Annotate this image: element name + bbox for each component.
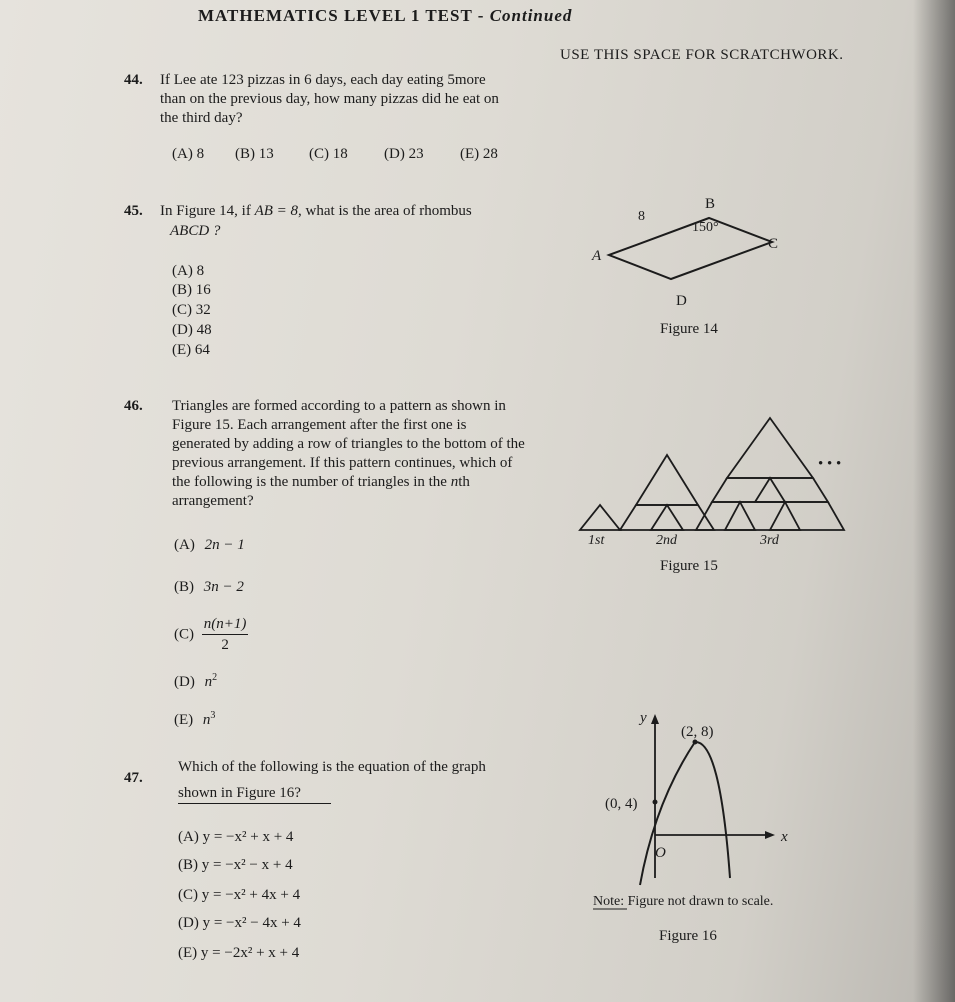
q46-line5-a: the following is the number of triangles in the — [172, 474, 447, 490]
q44-choice-e[interactable]: (E) 28 — [460, 146, 498, 162]
rhombus-label-c: C — [768, 236, 779, 252]
origin-label: O — [655, 845, 666, 861]
q46-choice-d-exp: 2 — [212, 672, 218, 683]
figure-15-label-3rd: 3rd — [760, 533, 779, 548]
x-axis-arrow-icon — [765, 831, 775, 839]
q47-line2: shown in Figure 16? — [178, 784, 331, 804]
vertex-label: (2, 8) — [681, 724, 714, 740]
figure-15-label-2nd: 2nd — [656, 533, 677, 548]
q46-choice-e-label: (E) — [174, 712, 194, 728]
x-axis-label: x — [781, 829, 788, 845]
q46-line6: arrangement? — [172, 493, 254, 509]
intercept-label: (0, 4) — [605, 796, 638, 812]
q46-line1: Triangles are formed according to a pattern as shown in — [172, 398, 506, 414]
q46-choice-c-label: (C) — [174, 626, 194, 643]
q46-choice-c-fraction — [202, 614, 249, 655]
q46-choice-d-label: (D) — [174, 674, 195, 690]
q45-number: 45. — [124, 203, 143, 219]
q46-line5-b: th — [458, 474, 470, 490]
q44-choice-b[interactable]: (B) 13 — [235, 146, 274, 162]
figure-15-label-1st: 1st — [588, 533, 605, 548]
q46-choice-b[interactable] — [174, 578, 244, 597]
figure-14-rhombus — [580, 180, 800, 360]
page-header: MATHEMATICS LEVEL 1 TEST - Continued — [198, 6, 573, 25]
q44-choice-d[interactable]: (D) 23 — [384, 146, 424, 162]
q46-choice-d[interactable] — [174, 668, 217, 692]
triangle-3rd — [696, 418, 844, 530]
parabola-curve — [640, 742, 730, 885]
q46-choice-c[interactable] — [174, 614, 248, 655]
q45-choice-a[interactable]: (A) 8 — [172, 263, 205, 279]
q45-choice-c[interactable]: (C) 32 — [172, 302, 211, 318]
y-axis-label: y — [640, 710, 647, 726]
q47-number: 47. — [124, 770, 143, 786]
q47-choice-a[interactable]: (A) y = −x² + x + 4 — [178, 829, 294, 845]
q46-choice-b-label: (B) — [174, 579, 194, 595]
figure-16-caption: Figure 16 — [659, 928, 717, 944]
q47-choice-e[interactable]: (E) y = −2x² + x + 4 — [178, 945, 300, 961]
intercept-point — [653, 800, 658, 805]
q46-number: 46. — [124, 398, 143, 414]
rhombus-side-label: 8 — [638, 209, 645, 224]
q46-choice-c-denominator: 2 — [221, 637, 229, 653]
q46-choice-e[interactable] — [174, 706, 215, 730]
q44-number: 44. — [124, 72, 143, 88]
q47-choice-c[interactable]: (C) y = −x² + 4x + 4 — [178, 887, 301, 903]
q45-line2: ABCD ? — [170, 223, 221, 239]
q46-line3: generated by adding a row of triangles to the bottom of the — [172, 436, 525, 452]
q45-line1 — [160, 202, 472, 221]
figure-16-note: Note: Figure not drawn to scale. — [593, 894, 774, 909]
q47-choice-d[interactable]: (D) y = −x² − 4x + 4 — [178, 915, 301, 931]
rhombus-shape — [609, 218, 772, 279]
vertex-point — [693, 740, 698, 745]
q46-line2: Figure 15. Each arrangement after the first one is — [172, 417, 467, 433]
q46-choice-c-numerator: n(n+1) — [202, 614, 249, 635]
q44-line1: If Lee ate 123 pizzas in 6 days, each day eating 5more — [160, 72, 486, 88]
figure-15-triangles — [570, 410, 870, 585]
rhombus-label-d: D — [676, 293, 687, 309]
q45-line1-expr: AB = 8 — [254, 203, 299, 219]
triangle-1st — [580, 505, 620, 530]
q46-line5-var: n — [450, 474, 459, 490]
figure-16-parabola — [585, 700, 845, 960]
y-axis-arrow-icon — [651, 714, 659, 724]
q47-line1: Which of the following is the equation of the graph — [178, 759, 486, 775]
figure-15-ellipsis: • • • — [818, 456, 842, 472]
q45-choice-d[interactable]: (D) 48 — [172, 322, 212, 338]
q47-choice-b[interactable]: (B) y = −x² − x + 4 — [178, 857, 293, 873]
q45-line1-a: In Figure 14, if — [160, 203, 251, 219]
q46-choice-b-expr: 3n − 2 — [203, 579, 244, 595]
triangle-2nd — [620, 455, 714, 530]
rhombus-angle-label: 150° — [692, 220, 719, 235]
q46-choice-a-label: (A) — [174, 537, 195, 553]
header-continued: Continued — [489, 6, 573, 25]
q45-line1-b: , what is the area of rhombus — [298, 203, 472, 219]
q44-choice-a[interactable]: (A) 8 — [172, 146, 205, 162]
q46-choice-e-exp: 3 — [210, 710, 216, 721]
q46-choice-e-base: n — [202, 712, 211, 728]
q45-choice-e[interactable]: (E) 64 — [172, 342, 210, 358]
q45-choice-b[interactable]: (B) 16 — [172, 282, 211, 298]
q46-line5 — [172, 473, 470, 492]
page-edge-shadow — [913, 0, 955, 1002]
q44-choice-c[interactable]: (C) 18 — [309, 146, 348, 162]
q46-choice-a[interactable] — [174, 536, 245, 555]
q44-line2: than on the previous day, how many pizzas did he eat on — [160, 91, 499, 107]
rhombus-label-b: B — [705, 196, 716, 212]
header-title: MATHEMATICS LEVEL 1 TEST — [198, 6, 473, 25]
scratchwork-label: USE THIS SPACE FOR SCRATCHWORK. — [560, 47, 844, 63]
q46-choice-d-base: n — [204, 674, 213, 690]
q46-choice-a-expr: 2n − 1 — [204, 537, 245, 553]
rhombus-label-a: A — [592, 248, 602, 264]
q44-line3: the third day? — [160, 110, 243, 126]
figure-15-caption: Figure 15 — [660, 558, 718, 574]
q46-line4: previous arrangement. If this pattern continues, which of — [172, 455, 513, 471]
figure-14-caption: Figure 14 — [660, 321, 718, 337]
